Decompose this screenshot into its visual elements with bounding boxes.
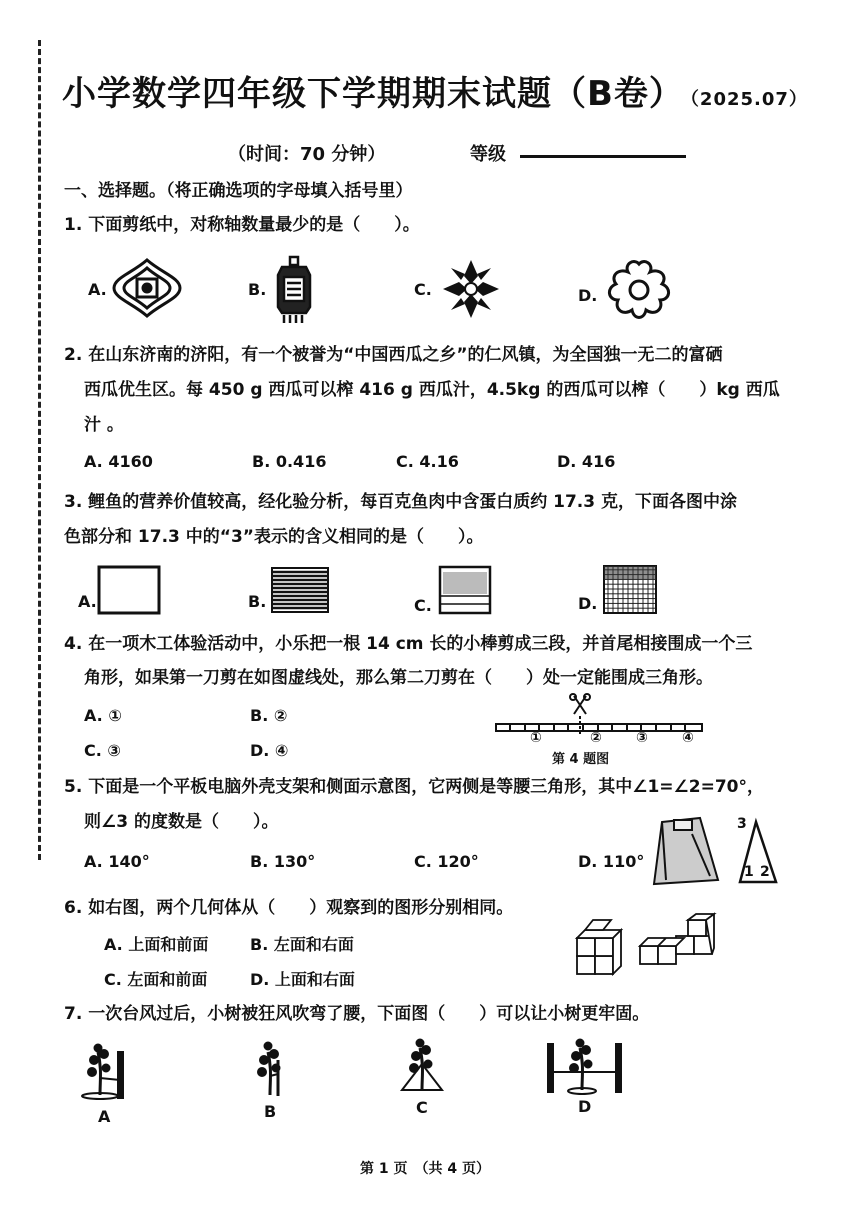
question-3-line2: 色部分和 17.3 中的“3”表示的含义相同的是（ ）。 — [64, 527, 484, 547]
q7-option-b[interactable]: B — [264, 1102, 277, 1121]
stick-label-3: ③ — [636, 730, 648, 746]
stick-label-2: ② — [590, 730, 602, 746]
question-2-line1: 2. 在山东济南的济阳，有一个被誉为“中国西瓜之乡”的仁风镇，为全国独一无二的富硒 — [64, 345, 723, 365]
time-limit: （时间：70 分钟） — [228, 144, 386, 165]
q1-option-d[interactable]: D. — [578, 286, 598, 305]
question-7: 7. 一次台风过后，小树被狂风吹弯了腰，下面图（ ）可以让小树更牢固。 — [64, 1004, 650, 1024]
grid-c-image — [439, 566, 493, 616]
question-4-line1: 4. 在一项木工体验活动中，小乐把一根 14 cm 长的小棒剪成三段，并首尾相接围成一个三 — [64, 634, 753, 654]
q1-option-a[interactable]: A. — [88, 280, 107, 299]
q3-option-a[interactable]: A. — [78, 592, 97, 611]
binding-margin-line — [38, 40, 41, 860]
tree-d-image — [546, 1038, 624, 1096]
question-6: 6. 如右图，两个几何体从（ ）观察到的图形分别相同。 — [64, 898, 514, 918]
angle-2-label: 2 — [760, 864, 770, 880]
q7-option-c[interactable]: C — [416, 1098, 428, 1117]
grade-label: 等级 — [470, 144, 506, 165]
papercut-c-image — [441, 258, 501, 320]
q7-option-a[interactable]: A — [98, 1107, 111, 1126]
grade-blank[interactable] — [520, 155, 686, 158]
q7-option-d[interactable]: D — [578, 1097, 592, 1116]
angle-1-label: 1 — [744, 864, 754, 880]
papercut-a-image — [112, 258, 182, 318]
tree-b-image — [252, 1040, 292, 1098]
grid-b-image — [271, 567, 331, 615]
question-4-line2: 角形，如果第一刀剪在如图虚线处，那么第二刀剪在（ ）处一定能围成三角形。 — [84, 668, 713, 688]
solid-figure-2 — [638, 912, 718, 974]
q4-option-a[interactable]: A. ① — [84, 706, 122, 725]
q2-option-a[interactable]: A. 4160 — [84, 452, 153, 471]
grid-d-image — [603, 565, 659, 615]
tablet-stand-image — [652, 814, 722, 886]
angle-3-label: 3 — [737, 816, 747, 832]
page-title: 小学数学四年级下学期期末试题（B卷） （2025.07） — [62, 74, 808, 114]
q5-option-b[interactable]: B. 130° — [250, 852, 316, 871]
q4-option-d[interactable]: D. ④ — [250, 741, 289, 760]
q6-option-c[interactable]: C. 左面和前面 — [104, 970, 208, 989]
papercut-d-image — [606, 260, 672, 320]
q1-option-c[interactable]: C. — [414, 280, 432, 299]
papercut-b-image — [274, 255, 314, 325]
q6-option-b[interactable]: B. 左面和右面 — [250, 935, 354, 954]
q2-option-c[interactable]: C. 4.16 — [396, 452, 459, 471]
question-2-line3: 汁 。 — [84, 415, 124, 435]
question-5-line2: 则∠3 的度数是（ ）。 — [84, 812, 279, 832]
q3-option-b[interactable]: B. — [248, 592, 267, 611]
stick-label-4: ④ — [682, 730, 694, 746]
q6-option-d[interactable]: D. 上面和右面 — [250, 970, 355, 989]
tree-c-image — [398, 1038, 446, 1094]
q5-option-d[interactable]: D. 110° — [578, 852, 645, 871]
page-footer: 第 1 页 （共 4 页） — [360, 1161, 490, 1177]
grid-a-image — [98, 566, 162, 616]
question-3-line1: 3. 鲤鱼的营养价值较高，经化验分析，每百克鱼肉中含蛋白质约 17.3 克，下面各图中涂 — [64, 492, 737, 512]
q2-option-d[interactable]: D. 416 — [557, 452, 616, 471]
q5-option-a[interactable]: A. 140° — [84, 852, 150, 871]
q4-option-b[interactable]: B. ② — [250, 706, 288, 725]
stick-label-1: ① — [530, 730, 542, 746]
q1-option-b[interactable]: B. — [248, 280, 267, 299]
tree-a-image — [80, 1040, 130, 1100]
section-title: 一、选择题。（将正确选项的字母填入括号里） — [64, 181, 413, 201]
q2-option-b[interactable]: B. 0.416 — [252, 452, 327, 471]
q4-option-c[interactable]: C. ③ — [84, 741, 121, 760]
question-5-line1: 5. 下面是一个平板电脑外壳支架和侧面示意图，它两侧是等腰三角形，其中∠1=∠2=70°， — [64, 777, 764, 797]
question-2-line2: 西瓜优生区。每 450 g 西瓜可以榨 416 g 西瓜汁，4.5kg 的西瓜可以榨（ ）kg 西瓜 — [84, 380, 780, 400]
question-1: 1. 下面剪纸中，对称轴数量最少的是（ ）。 — [64, 215, 420, 235]
q3-option-d[interactable]: D. — [578, 594, 598, 613]
q5-option-c[interactable]: C. 120° — [414, 852, 479, 871]
q3-option-c[interactable]: C. — [414, 596, 432, 615]
solid-figure-1 — [575, 918, 635, 976]
exam-date: （2025.07） — [689, 89, 808, 110]
figure-4-caption: 第 4 题图 — [552, 752, 610, 767]
q6-option-a[interactable]: A. 上面和前面 — [104, 935, 209, 954]
